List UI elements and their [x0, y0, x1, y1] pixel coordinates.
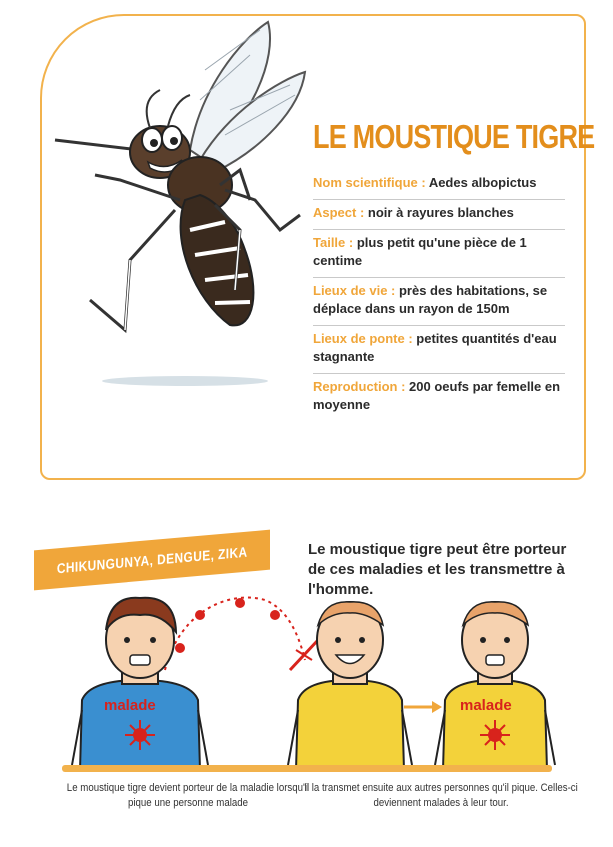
diseases-lead-text: Le moustique tigre peut être porteur de ces maladies et les transmettre à l'homme. [308, 541, 567, 598]
fact-value: Aedes albopictus [428, 175, 537, 190]
fact-label: Reproduction : [313, 379, 410, 394]
caption-right: Il la transmet ensuite aux autres personnes qu'il pique. Celles-ci deviennent malades à leur tour. [304, 782, 578, 809]
transmission-arc [165, 598, 305, 670]
sick-label-left: malade [104, 697, 156, 714]
fact-label: Taille : [313, 235, 357, 250]
arrow-right-icon [404, 701, 442, 713]
virus-icons [175, 598, 280, 653]
diseases-banner-label: CHIKUNGUNYA, DENGUE, ZIKA [56, 543, 248, 577]
fact-value: près des habitations, se déplace dans un rayon de 150m [313, 283, 548, 316]
person-carrier-middle [288, 602, 412, 770]
fact-value: plus petit qu'une pièce de 1 centime [313, 235, 527, 268]
fact-label: Aspect : [313, 205, 368, 220]
fact-label: Nom scientifique : [313, 175, 429, 190]
ground-line [62, 765, 552, 772]
person-sick-right [435, 602, 555, 770]
caption-left: Le moustique tigre devient porteur de la maladie lorsqu'il pique une personne malade [66, 782, 310, 809]
sick-label-right: malade [460, 697, 512, 714]
fact-value: 200 oeufs par femelle en moyenne [313, 379, 561, 412]
fact-label: Lieux de ponte : [313, 331, 417, 346]
fact-value: petites quantités d'eau stagnante [313, 331, 557, 364]
fact-label: Lieux de vie : [313, 283, 399, 298]
page-title: LE MOUSTIQUE TIGRE [313, 118, 595, 155]
fact-value: noir à rayures blanches [367, 205, 514, 220]
person-sick-left [72, 598, 208, 770]
small-mosquito-icon [290, 640, 318, 670]
